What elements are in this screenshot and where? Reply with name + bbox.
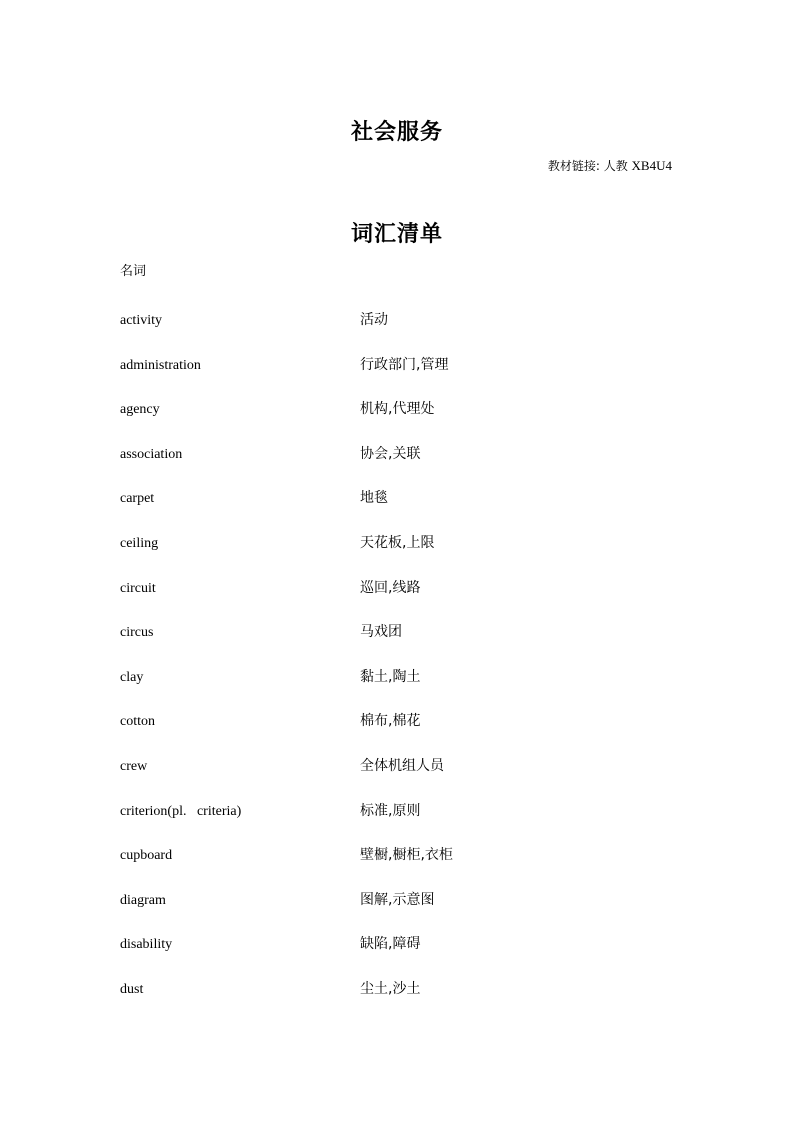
vocabulary-meaning: 机构,代理处 xyxy=(360,401,435,418)
vocabulary-word: clay xyxy=(120,669,144,685)
vocabulary-row xyxy=(120,933,680,978)
vocabulary-word: ceiling xyxy=(120,535,159,551)
vocabulary-word: circus xyxy=(120,625,154,641)
vocabulary-row xyxy=(120,666,680,711)
section-title: 词汇清单 xyxy=(350,222,443,248)
vocabulary-row xyxy=(120,844,680,889)
vocabulary-word: cupboard xyxy=(120,848,173,864)
vocabulary-word: cotton xyxy=(120,714,155,730)
textbook-reference xyxy=(420,158,672,174)
vocabulary-row xyxy=(120,577,680,622)
vocabulary-row xyxy=(120,800,680,845)
vocabulary-meaning: 标准,原则 xyxy=(360,802,421,819)
vocabulary-meaning: 棉布,棉花 xyxy=(360,713,421,730)
vocabulary-meaning: 黏土,陶土 xyxy=(360,668,421,685)
vocabulary-meaning: 马戏团 xyxy=(360,624,402,641)
vocabulary-row xyxy=(120,621,680,666)
vocabulary-row xyxy=(120,443,680,488)
vocabulary-meaning: 全体机组人员 xyxy=(360,757,444,774)
vocabulary-row xyxy=(120,487,680,532)
vocabulary-word: carpet xyxy=(120,491,155,507)
vocabulary-meaning: 图解,示意图 xyxy=(360,891,435,908)
vocabulary-word: crew xyxy=(120,758,148,774)
vocabulary-word: circuit xyxy=(120,580,156,596)
vocabulary-word: agency xyxy=(120,402,160,418)
vocabulary-row xyxy=(120,755,680,800)
vocabulary-meaning: 地毯 xyxy=(360,490,388,507)
vocabulary-word: association xyxy=(120,446,183,462)
vocabulary-meaning: 壁橱,橱柜,衣柜 xyxy=(360,847,453,864)
vocabulary-word: activity xyxy=(120,313,162,328)
vocabulary-row xyxy=(120,309,680,354)
vocabulary-word: criterion(pl. criteria) xyxy=(120,803,242,819)
vocabulary-row xyxy=(120,398,680,443)
vocabulary-meaning: 尘土,沙土 xyxy=(360,980,421,997)
vocabulary-word: disability xyxy=(120,937,173,953)
vocabulary-list xyxy=(120,309,680,1023)
textbook-reference-label: 教材链接: 人教 xyxy=(547,159,632,173)
vocabulary-row xyxy=(120,978,680,1023)
vocabulary-meaning: 活动 xyxy=(360,312,388,328)
vocabulary-meaning: 巡回,线路 xyxy=(360,579,421,596)
vocabulary-meaning: 行政部门,管理 xyxy=(360,356,449,373)
vocabulary-word: dust xyxy=(120,981,144,997)
vocabulary-word: diagram xyxy=(120,892,166,908)
page-title: 社会服务 xyxy=(350,119,443,145)
vocabulary-row xyxy=(120,354,680,399)
vocabulary-word: administration xyxy=(120,357,201,373)
vocabulary-meaning: 缺陷,障碍 xyxy=(360,936,421,953)
textbook-reference-code: XB4U4 xyxy=(631,158,672,173)
vocabulary-meaning: 天花板,上限 xyxy=(360,534,435,551)
vocabulary-row xyxy=(120,532,680,577)
part-of-speech-label: 名词 xyxy=(120,264,147,279)
vocabulary-meaning: 协会,关联 xyxy=(360,445,421,462)
vocabulary-row xyxy=(120,710,680,755)
vocabulary-row xyxy=(120,889,680,934)
